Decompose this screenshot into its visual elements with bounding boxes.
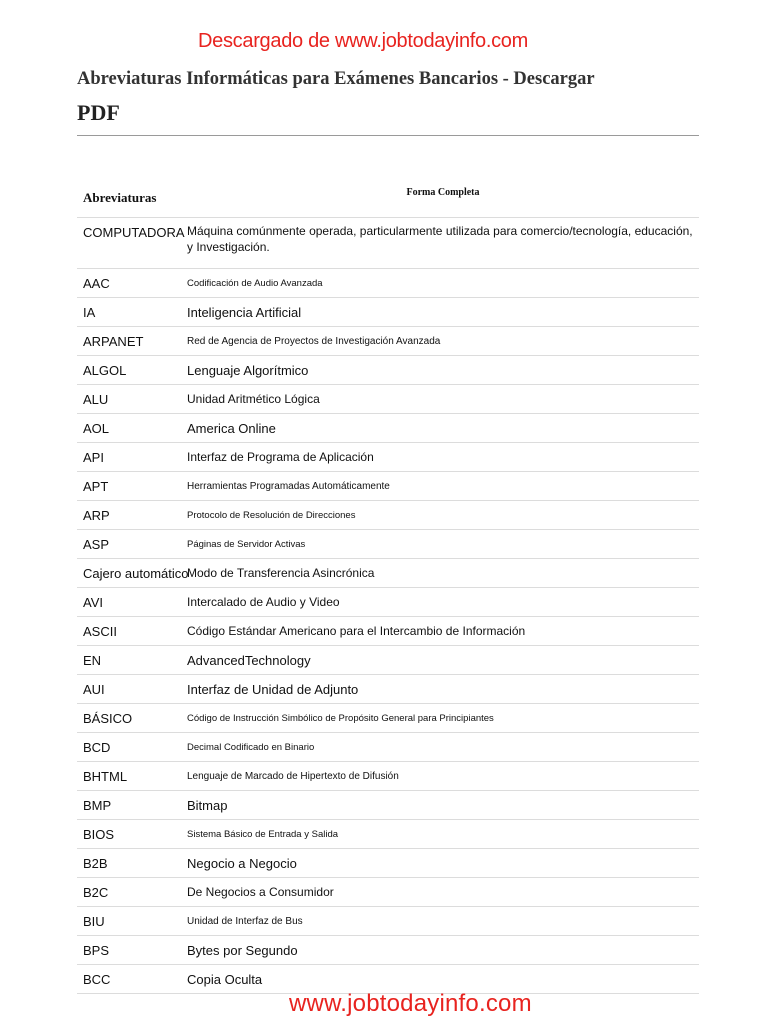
full-form-cell: Sistema Básico de Entrada y Salida bbox=[187, 820, 699, 849]
abbr-cell: BHTML bbox=[77, 762, 187, 791]
abbr-cell: ALGOL bbox=[77, 356, 187, 385]
abbr-cell: EN bbox=[77, 646, 187, 675]
full-form-cell: Codificación de Audio Avanzada bbox=[187, 269, 699, 298]
table-row bbox=[77, 820, 699, 849]
table-row bbox=[77, 907, 699, 936]
abbr-cell: BIU bbox=[77, 907, 187, 936]
abbr-cell: ASCII bbox=[77, 617, 187, 646]
full-form-cell: Unidad de Interfaz de Bus bbox=[187, 907, 699, 936]
full-form-cell: Código Estándar Americano para el Intercambio de Información bbox=[187, 617, 699, 646]
full-form-cell: Bytes por Segundo bbox=[187, 936, 699, 965]
full-form-cell: America Online bbox=[187, 414, 699, 443]
abbr-cell: AOL bbox=[77, 414, 187, 443]
table-row bbox=[77, 501, 699, 530]
abbr-cell: ASP bbox=[77, 530, 187, 559]
full-form-cell: Máquina comúnmente operada, particularmente utilizada para comercio/tecnología, educación, y Investigación. bbox=[187, 218, 699, 269]
full-form-cell: De Negocios a Consumidor bbox=[187, 878, 699, 907]
table-row bbox=[77, 443, 699, 472]
abbr-cell: BCC bbox=[77, 965, 187, 994]
title-line-2: PDF bbox=[77, 100, 120, 125]
table-header-row bbox=[77, 179, 699, 218]
abbr-cell: BÁSICO bbox=[77, 704, 187, 733]
abbreviations-table bbox=[77, 179, 699, 994]
table-row bbox=[77, 356, 699, 385]
table-row bbox=[77, 414, 699, 443]
full-form-cell: Red de Agencia de Proyectos de Investigación Avanzada bbox=[187, 327, 699, 356]
watermark-bottom-link[interactable]: www.jobtodayinfo.com bbox=[289, 990, 532, 1017]
abbr-cell: BIOS bbox=[77, 820, 187, 849]
abbr-cell: BMP bbox=[77, 791, 187, 820]
abbr-cell: AVI bbox=[77, 588, 187, 617]
full-form-cell: Lenguaje de Marcado de Hipertexto de Difusión bbox=[187, 762, 699, 791]
table-row bbox=[77, 588, 699, 617]
table-row bbox=[77, 472, 699, 501]
table-row bbox=[77, 617, 699, 646]
table-row bbox=[77, 878, 699, 907]
table-row bbox=[77, 675, 699, 704]
table-row bbox=[77, 385, 699, 414]
full-form-cell: Herramientas Programadas Automáticamente bbox=[187, 472, 699, 501]
abbr-cell: API bbox=[77, 443, 187, 472]
full-form-cell: Inteligencia Artificial bbox=[187, 298, 699, 327]
abbr-cell: ARP bbox=[77, 501, 187, 530]
abbr-cell: COMPUTADORA bbox=[77, 218, 187, 269]
document-title bbox=[77, 66, 677, 126]
full-form-cell: Decimal Codificado en Binario bbox=[187, 733, 699, 762]
table-row bbox=[77, 559, 699, 588]
abbr-cell: AAC bbox=[77, 269, 187, 298]
title-line-1: Abreviaturas Informáticas para Exámenes Bancarios - Descargar bbox=[77, 69, 595, 89]
abbr-cell: ARPANET bbox=[77, 327, 187, 356]
full-form-cell: Bitmap bbox=[187, 791, 699, 820]
full-form-cell: Lenguaje Algorítmico bbox=[187, 356, 699, 385]
abbr-cell: Cajero automático bbox=[77, 559, 187, 588]
full-form-cell: Unidad Aritmético Lógica bbox=[187, 385, 699, 414]
table-row bbox=[77, 704, 699, 733]
table-row bbox=[77, 298, 699, 327]
title-divider bbox=[77, 135, 699, 136]
full-form-cell: Interfaz de Unidad de Adjunto bbox=[187, 675, 699, 704]
abbr-cell: BCD bbox=[77, 733, 187, 762]
full-form-cell: AdvancedTechnology bbox=[187, 646, 699, 675]
full-form-cell: Páginas de Servidor Activas bbox=[187, 530, 699, 559]
full-form-cell: Copia Oculta bbox=[187, 965, 699, 994]
table-row bbox=[77, 849, 699, 878]
abbr-cell: BPS bbox=[77, 936, 187, 965]
full-form-cell: Protocolo de Resolución de Direcciones bbox=[187, 501, 699, 530]
table-row bbox=[77, 733, 699, 762]
abbr-cell: B2C bbox=[77, 878, 187, 907]
watermark-top-link[interactable]: Descargado de www.jobtodayinfo.com bbox=[198, 30, 528, 52]
full-form-cell: Modo de Transferencia Asincrónica bbox=[187, 559, 699, 588]
table-row bbox=[77, 530, 699, 559]
table-row bbox=[77, 269, 699, 298]
full-form-cell: Código de Instrucción Simbólico de Propósito General para Principiantes bbox=[187, 704, 699, 733]
table-row bbox=[77, 646, 699, 675]
abbr-cell: APT bbox=[77, 472, 187, 501]
abbr-cell: AUI bbox=[77, 675, 187, 704]
full-form-cell: Intercalado de Audio y Video bbox=[187, 588, 699, 617]
abbr-cell: ALU bbox=[77, 385, 187, 414]
table-row bbox=[77, 218, 699, 269]
abbr-cell: IA bbox=[77, 298, 187, 327]
table-row bbox=[77, 791, 699, 820]
abbr-cell: B2B bbox=[77, 849, 187, 878]
full-form-cell: Interfaz de Programa de Aplicación bbox=[187, 443, 699, 472]
table-row bbox=[77, 762, 699, 791]
header-abbreviations: Abreviaturas bbox=[77, 179, 187, 218]
full-form-cell: Negocio a Negocio bbox=[187, 849, 699, 878]
table-row bbox=[77, 936, 699, 965]
table-row bbox=[77, 327, 699, 356]
header-full-form: Forma Completa bbox=[187, 179, 699, 218]
